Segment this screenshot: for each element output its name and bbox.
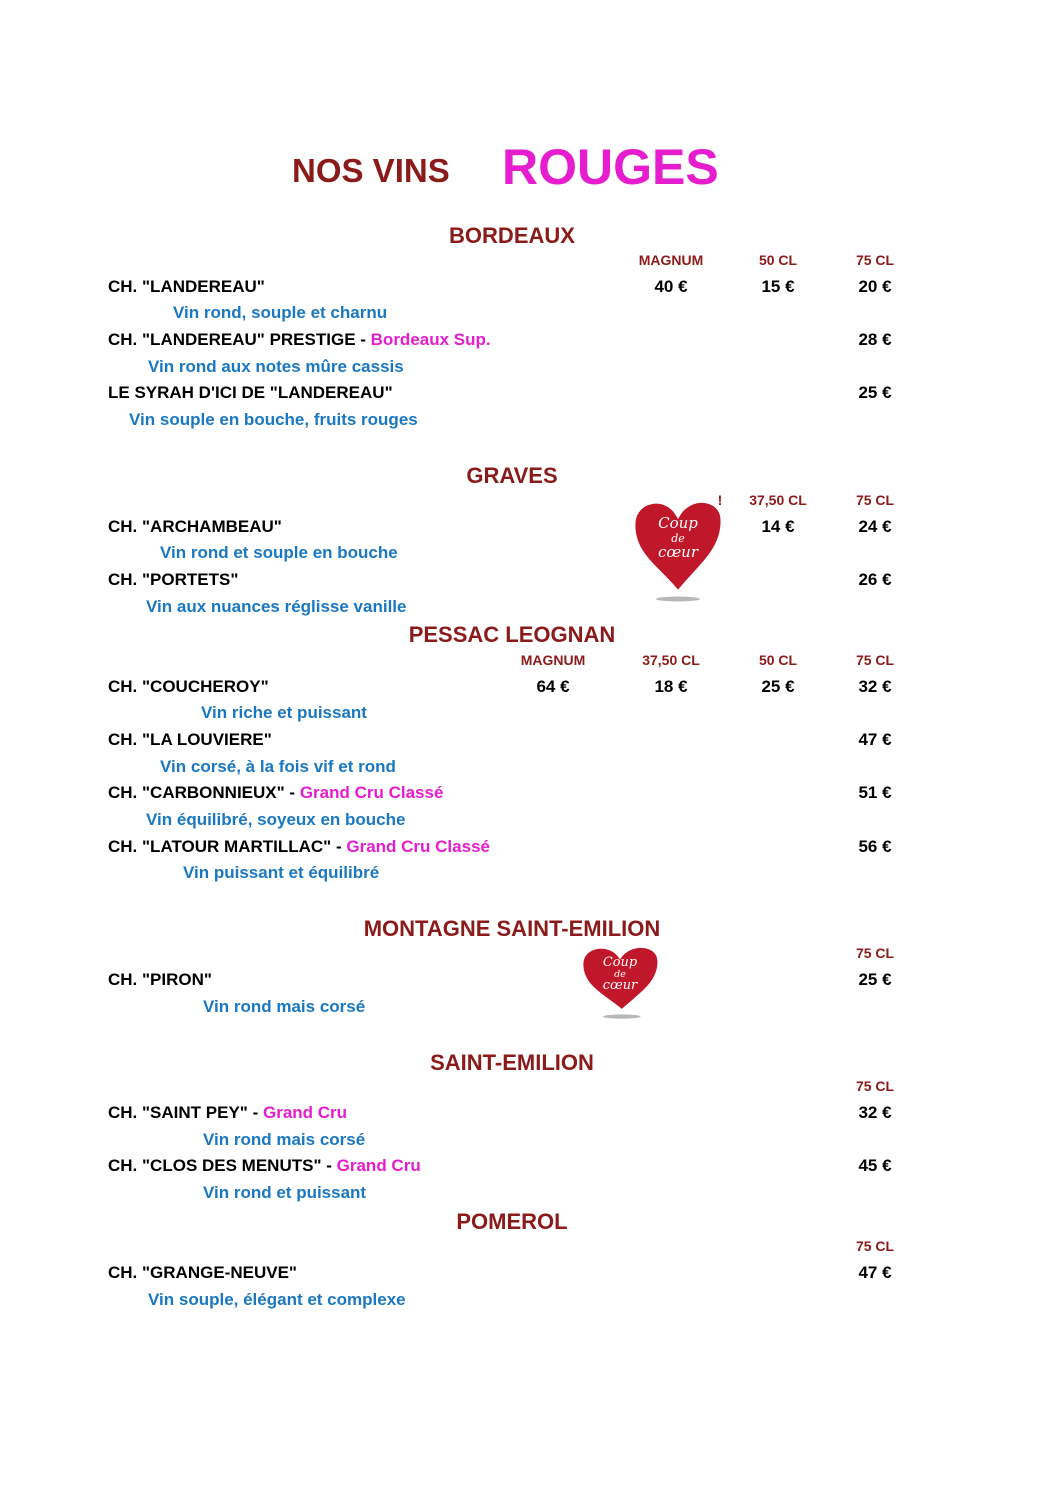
column-mark: ! [717,492,723,508]
wine-price: 64 € [536,677,570,696]
section-title-graves: GRAVES [466,463,558,488]
wine-price: 56 € [858,837,892,856]
wine-tag: Grand Cru Classé [346,837,490,856]
wine-price: 40 € [654,277,688,296]
wine-tag: Grand Cru Classé [299,783,444,802]
wine-price: 25 € [761,677,795,696]
wine-name-row [108,1103,347,1123]
column-header: MAGNUM [638,252,704,268]
wine-name: CH. "SAINT PEY" - [108,1103,259,1122]
coup-de-coeur-badge [577,940,663,1025]
section-title-montagne-saint-emilion: MONTAGNE SAINT-EMILION [363,916,661,941]
page-title-part2: ROUGES [502,139,719,195]
wine-price: 24 € [858,517,892,536]
wine-name: CH. "COUCHEROY" [108,677,269,696]
wine-price: 47 € [858,1263,892,1282]
wine-description: Vin rond aux notes mûre cassis [148,357,404,376]
wine-name: CH. "LA LOUVIERE" [108,730,272,749]
section-title-pessac-leognan: PESSAC LEOGNAN [408,622,616,647]
badge-line1: Coup [658,514,698,532]
column-header: 75 CL [855,652,895,668]
wine-name: LE SYRAH D'ICI DE "LANDEREAU" [108,383,393,402]
wine-price: 14 € [761,517,795,536]
wine-price: 15 € [761,277,795,296]
wine-price: 32 € [858,1103,892,1122]
wine-name-row [108,1156,421,1176]
wine-description: Vin rond mais corsé [203,997,366,1016]
column-header: MAGNUM [520,652,586,668]
coup-de-coeur-badge [628,492,728,609]
wine-price: 18 € [654,677,688,696]
wine-name: CH. "CLOS DES MENUTS" - [108,1156,332,1175]
section-title-saint-emilion: SAINT-EMILION [430,1050,594,1075]
wine-name: CH. "PORTETS" [108,570,239,589]
wine-name: CH. "CARBONNIEUX" - [108,783,296,802]
wine-price: 26 € [858,570,892,589]
wine-price: 32 € [858,677,892,696]
wine-description: Vin riche et puissant [201,703,367,722]
column-header: 75 CL [855,945,895,961]
wine-name: CH. "PIRON" [108,970,212,989]
column-header: 75 CL [855,1238,895,1254]
wine-price: 45 € [858,1156,892,1175]
wine-description: Vin aux nuances réglisse vanille [146,597,407,616]
wine-description: Vin rond, souple et charnu [173,303,388,322]
badge-line1: Coup [602,954,638,970]
wine-name: CH. "GRANGE-NEUVE" [108,1263,297,1282]
wine-name: CH. "LANDEREAU" [108,277,265,296]
wine-name-row [108,837,490,857]
wine-price: 25 € [858,383,892,402]
heart-icon [577,940,663,1020]
wine-name: CH. "LANDEREAU" PRESTIGE - [108,330,366,349]
column-header: 75 CL [855,252,895,268]
section-title-bordeaux: BORDEAUX [449,223,575,248]
wine-description: Vin rond mais corsé [203,1130,366,1149]
wine-price: 25 € [858,970,892,989]
wine-name: CH. "LATOUR MARTILLAC" - [108,837,342,856]
column-header: 37,50 CL [642,652,700,668]
wine-tag: Bordeaux Sup. [370,330,491,349]
badge-line2: de [671,532,685,545]
wine-price: 51 € [858,783,892,802]
wine-tag: Grand Cru [336,1156,421,1175]
wine-description: Vin puissant et équilibré [183,863,380,882]
wine-description: Vin souple en bouche, fruits rouges [129,410,418,429]
page-title-part1: NOS VINS [292,152,450,189]
wine-description: Vin souple, élégant et complexe [148,1290,406,1309]
column-header: 75 CL [855,492,895,508]
wine-description: Vin corsé, à la fois vif et rond [160,757,396,776]
column-header: 75 CL [855,1078,895,1094]
column-header: 37,50 CL [749,492,807,508]
wine-price: 47 € [858,730,892,749]
wine-name-row [108,330,491,350]
badge-line2: de [614,968,626,980]
wine-name-row [108,783,443,803]
wine-tag: Grand Cru [262,1103,348,1122]
column-header: 50 CL [758,652,798,668]
wine-price: 20 € [858,277,892,296]
wine-name: CH. "ARCHAMBEAU" [108,517,282,536]
section-title-pomerol: POMEROL [456,1209,568,1234]
badge-line3: cœur [657,543,699,561]
wine-description: Vin équilibré, soyeux en bouche [146,810,406,829]
column-header: 50 CL [758,252,798,268]
wine-price: 28 € [858,330,892,349]
wine-description: Vin rond et souple en bouche [160,543,398,562]
badge-line3: cœur [602,978,638,994]
heart-icon [628,492,728,604]
wine-description: Vin rond et puissant [203,1183,367,1202]
